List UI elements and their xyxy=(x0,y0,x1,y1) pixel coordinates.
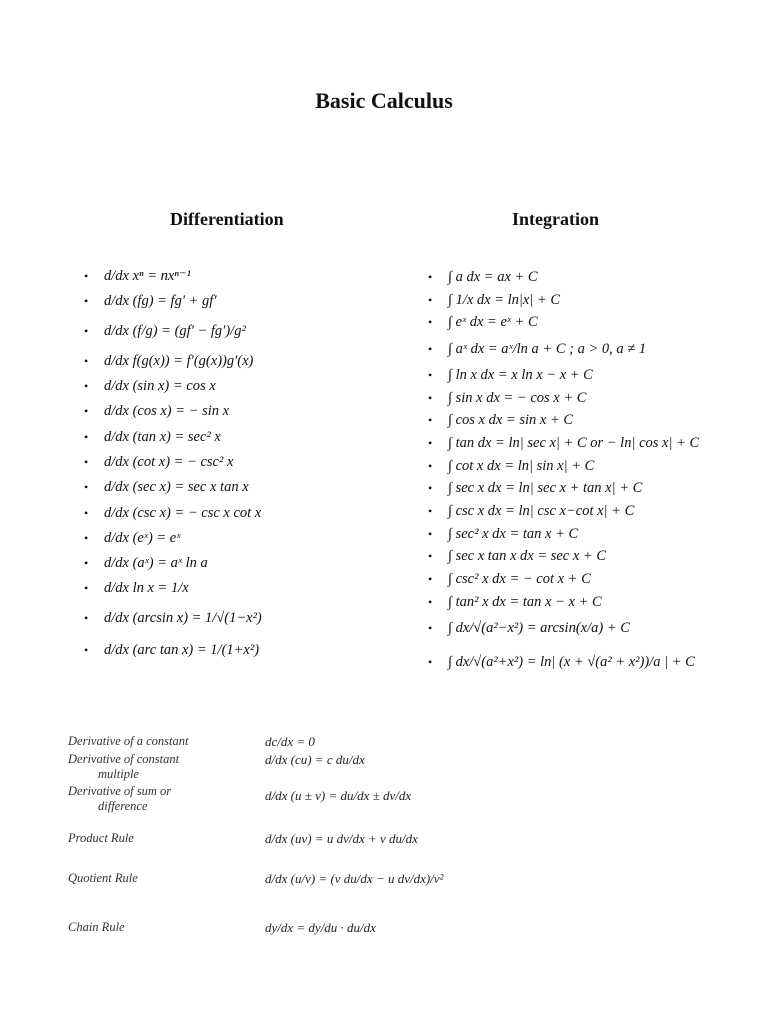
integration-heading: Integration xyxy=(512,209,599,229)
rule-formula: d/dx (u/v) = (v du/dx − u dv/dx)/v² xyxy=(265,871,444,886)
differentiation-heading: Differentiation xyxy=(170,209,284,229)
list-item: • ∫ ln x dx = x ln x − x + C xyxy=(428,364,699,387)
rule-formula: d/dx (cu) = c du/dx xyxy=(265,752,365,767)
list-item: • d/dx xⁿ = nxⁿ⁻¹ xyxy=(84,264,262,289)
list-item: • d/dx (f/g) = (gf′ − fg′)/g² xyxy=(84,315,262,349)
list-item: • ∫ sec² x dx = tan x + C xyxy=(428,523,699,546)
list-item: • d/dx (fg) = fg′ + gf′ xyxy=(84,289,262,314)
list-item: • d/dx ln x = 1/x xyxy=(84,576,262,601)
list-item: • d/dx (sin x) = cos x xyxy=(84,374,262,399)
differentiation-list xyxy=(84,264,262,666)
list-item: • ∫ eˣ dx = eˣ + C xyxy=(428,311,699,334)
list-item: • ∫ sec x dx = ln| sec x + tan x| + C xyxy=(428,478,699,501)
list-item: • ∫ 1/x dx = ln|x| + C xyxy=(428,289,699,312)
rule-name: Derivative of sum or difference xyxy=(68,784,172,813)
list-item: • ∫ cos x dx = sin x + C xyxy=(428,409,699,432)
list-item: • ∫ tan² x dx = tan x − x + C xyxy=(428,591,699,614)
list-item: • d/dx (arc tan x) = 1/(1+x²) xyxy=(84,636,262,666)
list-item: • ∫ tan dx = ln| sec x| + C or − ln| cos x| + C xyxy=(428,432,699,455)
list-item: • d/dx (csc x) = − csc x cot x xyxy=(84,500,262,525)
rule-name: Chain Rule xyxy=(68,920,125,934)
list-item: • d/dx (tan x) = sec² x xyxy=(84,424,262,449)
list-item: • d/dx (arcsin x) = 1/√(1−x²) xyxy=(84,602,262,636)
list-item: • ∫ dx/√(a²−x²) = arcsin(x/a) + C xyxy=(428,614,699,644)
list-item: • ∫ csc² x dx = − cot x + C xyxy=(428,568,699,591)
rule-formula: dc/dx = 0 xyxy=(265,734,315,749)
list-item: • d/dx (aˣ) = aˣ ln a xyxy=(84,551,262,576)
list-item: • ∫ sec x tan x dx = sec x + C xyxy=(428,546,699,569)
rule-name: Product Rule xyxy=(68,831,134,845)
list-item: • ∫ dx/√(a²+x²) = ln| (x + √(a² + x²))/a | + C xyxy=(428,644,699,682)
list-item: • ∫ sin x dx = − cos x + C xyxy=(428,387,699,410)
rule-name: Derivative of constant multiple xyxy=(68,752,180,781)
list-item: • ∫ aˣ dx = aˣ/ln a + C ; a > 0, a ≠ 1 xyxy=(428,334,699,364)
list-item: • d/dx (cot x) = − csc² x xyxy=(84,450,262,475)
page-title: Basic Calculus xyxy=(315,88,453,113)
list-item: • ∫ csc x dx = ln| csc x−cot x| + C xyxy=(428,500,699,523)
rule-formula: dy/dx = dy/du · du/dx xyxy=(265,920,376,935)
rule-formula: d/dx (uv) = u dv/dx + v du/dx xyxy=(265,831,418,846)
list-item: • d/dx (cos x) = − sin x xyxy=(84,399,262,424)
rule-formula: d/dx (u ± v) = du/dx ± dv/dx xyxy=(265,788,412,803)
rule-name: Quotient Rule xyxy=(68,871,138,885)
list-item: • d/dx f(g(x)) = f′(g(x))g′(x) xyxy=(84,349,262,374)
list-item: • d/dx (sec x) = sec x tan x xyxy=(84,475,262,500)
list-item: • d/dx (eˣ) = eˣ xyxy=(84,526,262,551)
rule-name: Derivative of a constant xyxy=(68,734,189,748)
integration-list xyxy=(428,266,699,682)
list-item: • ∫ a dx = ax + C xyxy=(428,266,699,289)
list-item: • ∫ cot x dx = ln| sin x| + C xyxy=(428,455,699,478)
